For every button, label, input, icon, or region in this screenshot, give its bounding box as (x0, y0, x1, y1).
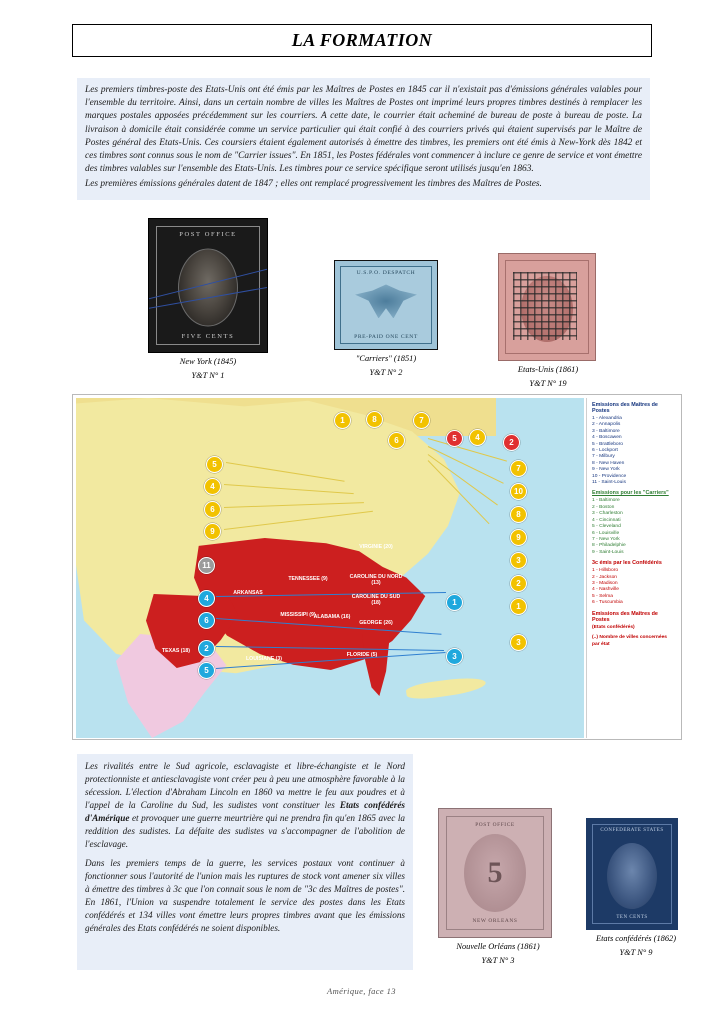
stamp-image (334, 260, 438, 350)
legend-item: 5 - Selma (592, 593, 613, 599)
map-state-label: ALABAMA (16) (313, 614, 351, 620)
legend-item: 6 - Louisville (592, 530, 620, 536)
stamp-image (438, 808, 552, 938)
map-pin: 5 (198, 662, 215, 679)
stamp-caption-line2: Y&T N° 9 (619, 948, 653, 957)
map-pin: 7 (413, 412, 430, 429)
map-pin: 4 (204, 478, 221, 495)
map-canvas (76, 398, 584, 738)
stamp-caption-line2: Y&T N° 3 (481, 956, 515, 965)
legend-item: 6 - Lockport (592, 448, 618, 454)
legend-item: 5 - Cleveland (592, 524, 621, 530)
legend-item: 2 - Annapolis (592, 422, 621, 428)
stamp-caption-line1: Etats confédérés (1862) (595, 934, 676, 943)
bottom-paragraph-1-part-a: Les rivalités entre le Sud agricole, esclavagiste et libre-échangiste et le Nord protectionniste et antiesclavagiste vont créer peu à peu une atmosphère favorable à la sécession. L'élection d'Abraham Lincoln en 1860 va mettre le feu aux poudres et à l'appel de la Caroline du Sud, les sudistes vont constituer les (85, 761, 405, 810)
legend-item: 4 - Nashville (592, 587, 619, 593)
bottom-text-block (77, 754, 413, 970)
map-pin: 5 (446, 430, 463, 447)
stamp-center-medallion (464, 834, 526, 912)
map-pin: 2 (510, 575, 527, 592)
legend-section-title-1: Emissions des Maîtres de Postes (592, 402, 658, 414)
map-state-label: GEORGE (26) (359, 620, 393, 626)
legend-note: (..) Nombre de villes concernées par état (592, 635, 668, 647)
stamp-image (148, 218, 268, 353)
stamp-etats-confederes-1862 (586, 818, 686, 958)
stamp-inscription-bottom: TEN CENTS (616, 915, 648, 920)
stamp-portrait (178, 248, 238, 326)
stamp-carriers-1851 (334, 260, 438, 378)
map-legend (586, 398, 678, 738)
bottom-paragraph-2: Dans les premiers temps de la guerre, les services postaux vont continuer à fonctionner sous l'autorité de l'union mais les ruptures de stock vont amener six villes à émettre des timbres à 3c que l'on connait sous le nom de "3c des Maîtres de postes". En 1861, l'Union va suspendre totalement le service des postes dans les Etats confédérés et 134 villes vont émettre leurs propres timbres avant que les émissions générales des Etats confédérés ne soient disponibles. (85, 858, 405, 933)
stamp-caption-line1: "Carriers" (1851) (355, 354, 417, 363)
stamp-portrait (607, 843, 657, 909)
legend-section-title-4: Emissions des Maîtres de Postes (592, 610, 658, 623)
legend-list-postmasters (592, 416, 673, 486)
bottom-paragraph-1-emphasis: Etats confédérés d'Amérique (85, 800, 405, 823)
stamp-inscription-top: POST OFFICE (179, 231, 237, 238)
map-pin: 1 (510, 598, 527, 615)
stamp-caption-line2: Y&T N° 2 (369, 368, 403, 377)
intro-paragraph-1: Les premiers timbres-poste des Etats-Unis ont été émis par les Maîtres de Postes en 1845 car il n'existait pas d'émissions générales valables pour l'ensemble du territoire. Ainsi, dans un certain nombre de villes les Maîtres de Postes ont imprimé leurs propres timbres destinés à remplacer les marques postales apposées précédemment sur les courriers. A cette date, le courrier était acheminé de bureau de poste à bureau de poste. La livraison à domicile était considérée comme un service particulier qui était confié à des courriers privés qui étaient supervisés par le Maître de Postes général des Etats-Unis. Ces coursiers étaient également autorisés à émettre des timbres, les premiers ont été émis à New-York dès 1842 et ces timbres sont connus sous le nom de "Carrier issues". En 1851, les Postes fédérales vont commencer à inclure ce genre de service et vont émettre des timbres valables sur l'ensemble des Etats-Unis. Les timbres pour ce service spécifique seront utilisés jusqu'en 1863. (85, 85, 642, 175)
stamp-caption-line2: Y&T N° 19 (529, 379, 567, 388)
page-title: LA FORMATION (291, 30, 433, 50)
map-pin: 7 (510, 460, 527, 477)
stamp-caption-line1: New York (1845) (179, 357, 237, 366)
map-pin: 2 (503, 434, 520, 451)
map-pin: 10 (510, 483, 527, 500)
legend-item: 1 - Baltimore (592, 498, 620, 504)
stamp-inscription-bottom: NEW ORLEANS (472, 918, 518, 924)
map-pin: 3 (510, 552, 527, 569)
map-pin: 1 (334, 412, 351, 429)
legend-item: 8 - Philadelphie (592, 543, 626, 549)
legend-item: 11 - Saint-Louis (592, 480, 626, 486)
map-island-cuba (405, 675, 486, 702)
map-pin: 4 (469, 429, 486, 446)
cancel-grid-icon (513, 272, 577, 340)
map-state-label: LOUISIANE (3) (245, 656, 283, 662)
map-pin: 4 (198, 590, 215, 607)
stamp-image (498, 253, 596, 361)
map-state-label: CAROLINE DU SUD (18) (351, 594, 401, 606)
map-state-label: TEXAS (18) (162, 648, 190, 654)
map-pin: 9 (510, 529, 527, 546)
stamp-inscription-bottom: PRE-PAID ONE CENT (354, 334, 418, 340)
stamp-etats-unis-1861 (498, 253, 598, 389)
stamp-inscription-top: POST OFFICE (475, 822, 515, 828)
map-pin: 3 (446, 648, 463, 665)
map-pin: 3 (510, 634, 527, 651)
stamp-nouvelle-orleans-1861 (438, 808, 558, 966)
legend-section-title-2: Emissions pour les "Carriers" (592, 490, 669, 497)
stamp-new-york-1845 (148, 218, 268, 381)
map-pin: 1 (446, 594, 463, 611)
page-footer: Amérique, face 13 (327, 986, 396, 996)
map-state-label: ARKANSAS (233, 590, 263, 596)
map-state-label: TENNESSEE (9) (288, 576, 328, 582)
legend-item: 3 - Madison (592, 580, 618, 586)
stamp-inscription-bottom: FIVE CENTS (181, 333, 235, 340)
map-figure (72, 394, 682, 740)
legend-list-confederates (592, 568, 673, 606)
legend-item: 4 - Cincinnati (592, 517, 621, 523)
legend-item: 7 - New York (592, 536, 620, 542)
stamp-caption-line1: Etats-Unis (1861) (517, 365, 579, 374)
intro-paragraph-2: Les premières émissions générales datent de 1847 ; elles ont remplacé progressivement les timbres des Maîtres de Postes. (85, 179, 542, 190)
legend-item: 3 - Charleston (592, 511, 623, 517)
legend-item: 1 - Hillsboro (592, 568, 619, 574)
map-state-label: VIRGINIE (20) (359, 544, 393, 550)
legend-item: 9 - Saint-Louis (592, 549, 624, 555)
page-title-box (72, 24, 652, 57)
legend-item: 1 - Alexandria (592, 416, 622, 421)
legend-item: 3 - Baltimore (592, 428, 620, 434)
map-pin: 8 (510, 506, 527, 523)
legend-item: 2 - Boston (592, 504, 615, 510)
legend-item: 6 - Tuscumbia (592, 600, 623, 606)
map-pin: 8 (366, 411, 383, 428)
legend-item: 4 - Boscawen (592, 435, 622, 441)
map-state-florida (362, 634, 390, 696)
legend-item: 9 - New York (592, 467, 620, 473)
legend-item: 2 - Jackson (592, 574, 618, 580)
map-pin: 2 (198, 640, 215, 657)
map-pin: 11 (198, 557, 215, 574)
stamp-inscription-top: CONFEDERATE STATES (600, 828, 664, 833)
map-pin: 6 (388, 432, 405, 449)
stamp-caption-line2: Y&T N° 1 (191, 371, 225, 380)
bottom-paragraph-1 (85, 760, 405, 851)
map-state-label: MISSISSIPI (9) (280, 612, 316, 618)
legend-item: 10 - Providence (592, 473, 627, 479)
intro-text-block (77, 78, 650, 200)
map-pin: 9 (204, 523, 221, 540)
bottom-paragraph-1-part-b: et provoquer une guerre meurtrière qui ne prendra fin qu'en 1865 avec la reddition des sudistes. La défaite des sudistes va s'accompagner de l'abolition de l'esclavage. (85, 813, 405, 849)
map-pin: 5 (206, 456, 223, 473)
map-state-label: CAROLINE DU NORD (13) (349, 574, 403, 586)
map-pin: 6 (204, 501, 221, 518)
stamp-inscription-top: U.S.P.O. DESPATCH (356, 270, 416, 276)
stamp-image (586, 818, 678, 930)
stamp-gallery-top (0, 218, 723, 388)
legend-item: 5 - Brattleboro (592, 441, 623, 447)
legend-item: 8 - New Haven (592, 460, 625, 466)
map-pin: 6 (198, 612, 215, 629)
legend-list-carriers (592, 498, 673, 556)
stamp-value: 5 (487, 856, 503, 889)
legend-section-subtitle-4: (Etats confédérés) (592, 624, 635, 630)
map-state-label: FLORIDE (5) (346, 652, 378, 658)
stamp-caption-line1: Nouvelle Orléans (1861) (456, 942, 540, 951)
legend-item: 7 - Milbury (592, 454, 615, 460)
legend-section-title-3: 3c émis par les Confédérés (592, 560, 662, 567)
